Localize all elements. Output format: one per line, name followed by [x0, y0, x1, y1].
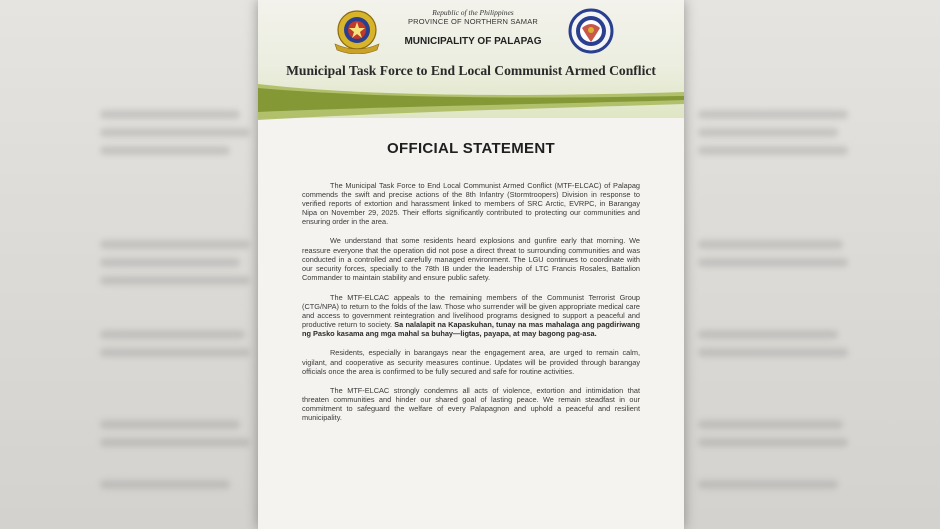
province-text: PROVINCE OF NORTHERN SAMAR — [407, 17, 539, 26]
paragraph-3-text: The MTF-ELCAC appeals to the remaining members of the Communist Terrorist Group (CTG/NPA) to return to the folds of the law. Those who surrender will be given appropriate medical care and access to government reintegration and livelihood programs designed to support a peaceful and productive return to society. — [302, 292, 640, 330]
municipality-seal-icon — [332, 8, 382, 54]
paragraph-4: Residents, especially in barangays near the engagement area, are urged to remain calm, vigilant, and cooperative as security measures continue. Updates will be provided through barangay officials once the area is confirmed to be fully secured and safe for routine activities. — [302, 348, 640, 376]
municipality-name: MUNICIPALITY OF PALAPAG — [404, 36, 542, 47]
statement-body — [302, 181, 640, 432]
document-title: OFFICIAL STATEMENT — [387, 140, 555, 157]
blurred-background-left — [0, 0, 262, 529]
paragraph-5: The MTF-ELCAC strongly condemns all acts of violence, extortion and intimidation that threaten communities and hinder our shared goal of lasting peace. We remain steadfast in our commitment to safeguard the welfare of every Palapagnon and uphold a peaceful and resilient municipality. — [302, 385, 640, 422]
official-statement-document — [258, 0, 684, 529]
republic-text: Republic of the Philippines — [432, 8, 514, 17]
paragraph-1: The Municipal Task Force to End Local Communist Armed Conflict (MTF-ELCAC) of Palapag commends the swift and precise actions of the 8th Infantry (Stormtroopers) Division in response to verified reports of extortion and harassment linked to members of SRC Arctic, EVRPC, in Barangay Nipa on November 29, 2025. Their efforts significantly contributed to protecting our communities and ensuring order in the area. — [302, 181, 640, 227]
blurred-background-right — [678, 0, 940, 529]
elcac-seal-icon — [568, 8, 614, 54]
paragraph-3-bold-sentence: Sa nalalapit na Kapaskuhan, tunay na mas mahalaga ang pagdiriwang ng Pasko kasama ang mga mahal sa buhay—ligtas, payapa, at may bagong pag-asa. — [302, 320, 640, 339]
paragraph-2: We understand that some residents heard explosions and gunfire early that morning. We reassure everyone that the operation did not pose a direct threat to surrounding communities and was conducted in a controlled and carefully managed environment. The LGU continues to coordinate with our security forces, specially to the 78th IB under the leadership of LTC Francis Rosales, Battalion Commander to maintain stability and ensure public safety. — [302, 236, 640, 282]
task-force-title: Municipal Task Force to End Local Communist Armed Conflict — [286, 63, 656, 78]
paragraph-3 — [302, 293, 640, 338]
